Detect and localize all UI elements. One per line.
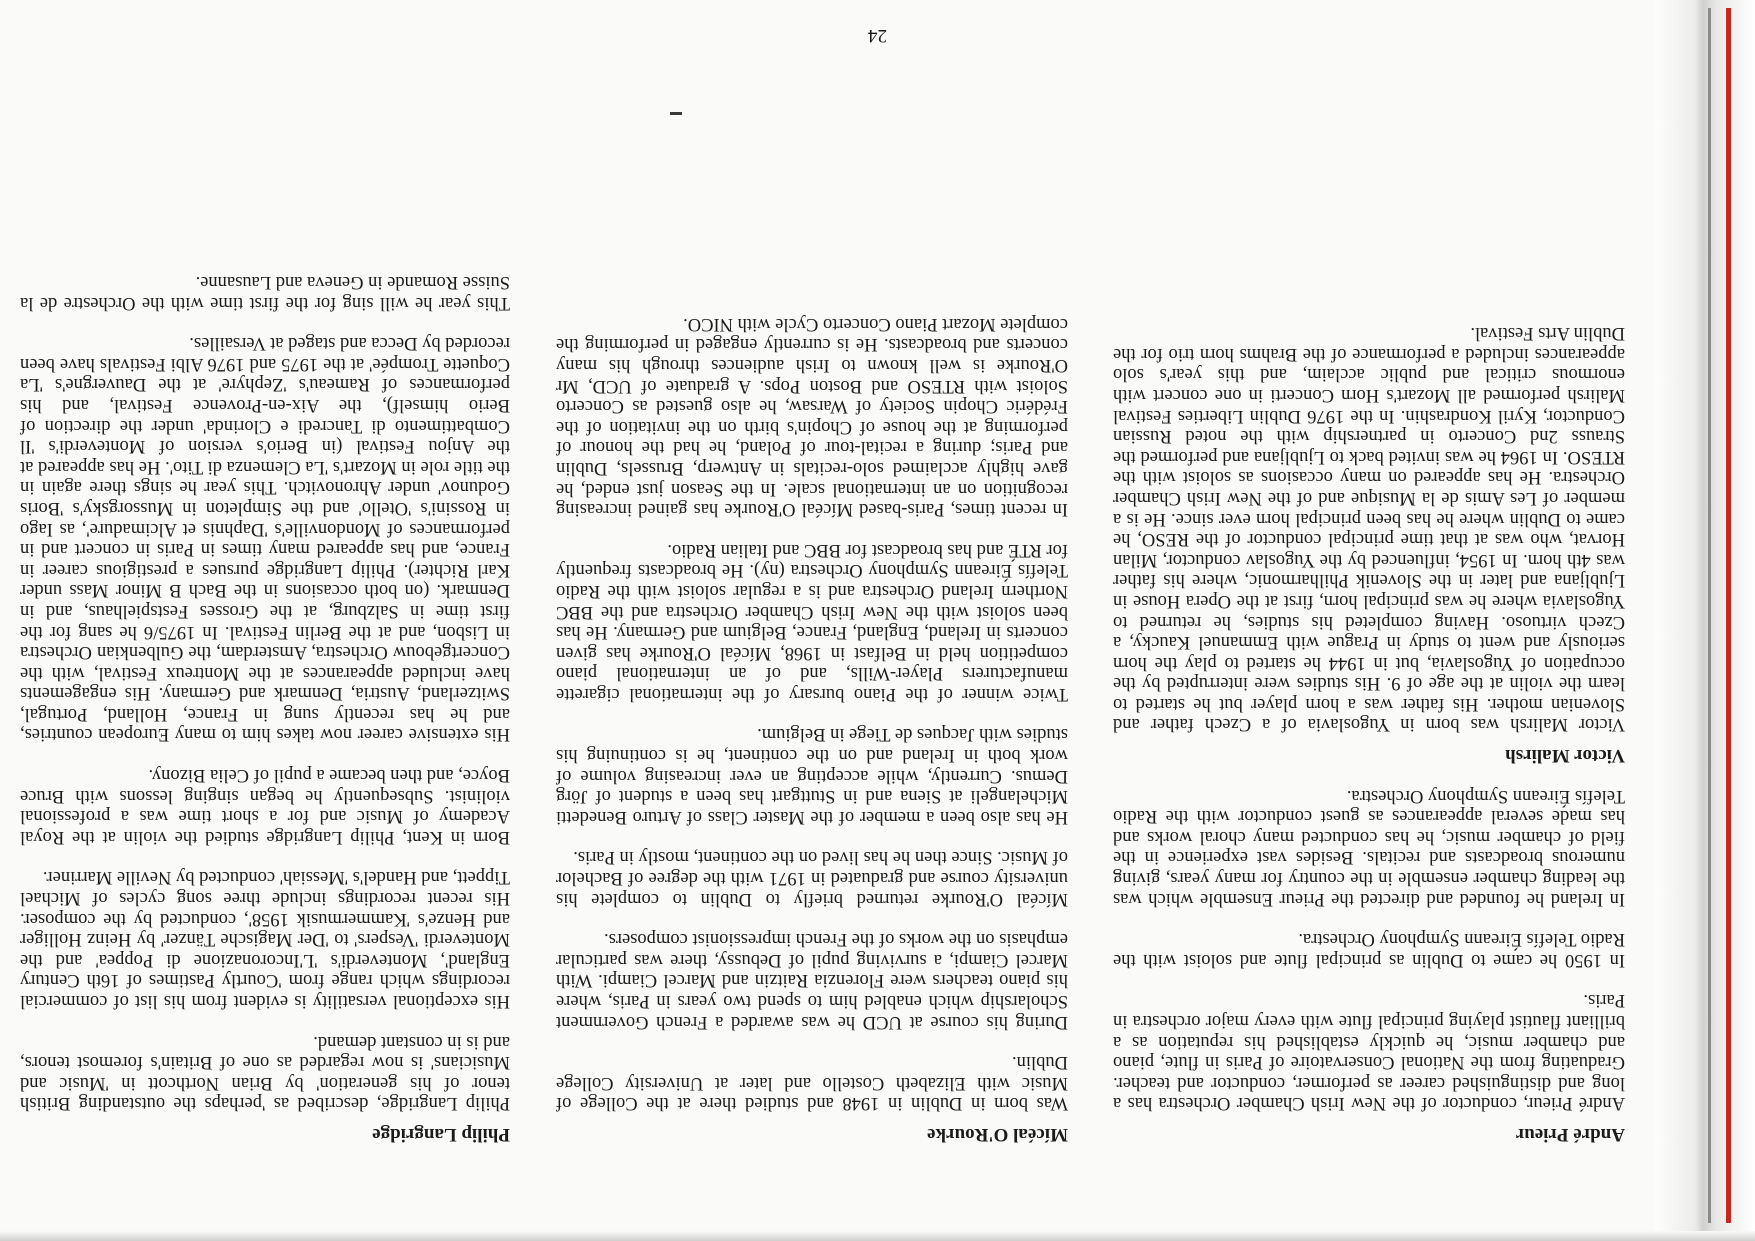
column-2 <box>556 293 1068 1144</box>
paragraph: André Prieur, conductor of the New Irish Chamber Orchestra has a long and distinguished career as performer, conductor and teacher. Graduating from the National Conservatoire of Paris in flute, piano and chamber music, he quickly established his reputation as a brilliant flautist playing principal flute with every major orchestra in Paris. <box>1113 990 1625 1114</box>
paragraph: Was born in Dublin in 1948 and studied there at the College of Music with Elizabeth Costello and later at University College Dublin. <box>556 1052 1068 1114</box>
column-1 <box>1113 303 1625 1144</box>
section-heading: Victor Malirsh <box>1505 745 1625 767</box>
paragraph: Twice winner of the Piano bursary of the international cigarette manufacturers Player-Wills, and of an international piano competition held in Belfast in 1968, Mícéal O'Rourke has given concerts in Ireland, England, France, Belgium and Germany. He has been soloist with the New Irish Chamber Orchestra and the BBC Northern Ireland Orchestra and is a regular soloist with the Radio Telefís Éireann Symphony Orchestra (ny). He broadcasts frequently for RTÉ and has broadcast for BBC and Italian Radio. <box>556 539 1068 704</box>
paragraph: His exceptional versatility is evident from his list of commercial recordings which range from 'Courtly Pastimes of 16th Century England', Monteverdi's 'L'Incoronazione di Poppea' and the Monteverdi 'Vespers' to 'Der Magische Tänzer' by Heinz Holliger and Henze's 'Kammermusik 1958', conducted by the composer. His recent recordings include three song cycles of Michael Tippett, and Handel's 'Messiah' conducted by Neville Marriner. <box>20 867 510 1012</box>
scan-bottom-edge <box>0 1231 1755 1241</box>
grey-binding-stripe <box>1708 8 1711 1223</box>
page-number: 24 <box>868 25 887 46</box>
paragraph: During his course at UCD he was awarded a French Government Scholarship which enabled him to spend two years in Paris, where his piano teachers were Florenzia Raitzin and Marcel Ciampi. With Marcel Ciampi, a surviving pupil of Debussy, there was particular emphasis on the works of the French impressionist composers. <box>556 929 1068 1032</box>
red-binding-stripe <box>1726 8 1731 1223</box>
paragraph: In Ireland he founded and directed the Prieur Ensemble which was the leading chamber ensemble in the country for many years, giving numerous broadcasts and recitals. Besides vast experience in the field of chamber music, he has conducted many choral works and has made several appearances as guest conductor with the Radio Telefís Éireann Symphony Orchestra. <box>1113 785 1625 909</box>
column-3 <box>20 251 510 1144</box>
printer-mark <box>670 112 682 115</box>
paragraph: Born in Kent, Philip Langridge studied the violin at the Royal Academy of Music and for a short time was a professional violinist. Subsequently he began singing lessons with Bruce Boyce, and then became a pupil of Celia Bizony. <box>20 765 510 847</box>
paragraph: Victor Malirsh was born in Yugoslavia of a Czech father and Slovenian mother. His father was a horn player but he started to learn the violin at the age of 9. His studies were interrupted by the occupation of Yugoslavia, but in 1944 he started to play the horn seriously and went to study in Prague with Emmanuel Kaucky, a Czech virtuoso. Having completed his studies, he returned to Yugoslavia where he was principal horn, first at the Opera House in Ljubljana and later in the Slovenik Philharmonic, where his father was 4th horn. In 1954, influenced by the Yugoslav conductor, Milan Horvat, who was at that time principal conductor of the RESO, he came to Dublin where he has been principal horn ever since. He is a member of Les Amis de la Musique and of the New Irish Chamber Orchestra. He has appeared on many occasions as soloist with the RTESO. In 1964 he was invited back to Ljubljana and performed the Strauss 2nd Concerto in partnership with the noted Russian Conductor, Kyril Kondrashin. In the 1976 Dublin Liberties Festival Malirsh performed all Mozart's Horn Concerti in one concert with enormous critical and public acclaim, and this year's solo appearances included a performance of the Brahms horn trio for the Dublin Arts Festival. <box>1113 323 1625 735</box>
paragraph: He has also been a member of the Master Class of Arturo Benedetti Michelangeli at Siena and in Stuttgart has been a student of Jörg Demus. Currently, while accepting an ever increasing volume of work both in Ireland and on the continent, he is continuing his studies with Jacques de Tiege in Belgium. <box>556 724 1068 827</box>
binding-edge <box>1655 0 1755 1241</box>
paragraph: Mícéal O'Rourke returned briefly to Dublin to complete his university course and graduated in 1971 with the degree of Bachelor of Music. Since then he has lived on the continent, mostly in Paris. <box>556 847 1068 909</box>
section-heading: André Prieur <box>1515 1124 1625 1145</box>
paragraph: Philip Langridge, described as 'perhaps the outstanding British tenor of his generation' by Brian Northcott in 'Music and Musicians' is now regarded as one of Britain's foremost tenors, and is in constant demand. <box>20 1031 510 1114</box>
paragraph: In 1950 he came to Dublin as principal flute and soloist with the Radio Telefís Éireann Symphony Orchestra. <box>1113 929 1625 970</box>
paragraph: In recent times, Paris-based Mícéal O'Rourke has gained increasing recognition on an international scale. In the Season just ended, he gave highly acclaimed solo-recitals in Antwerp, Brussels, Dublin and Paris; during a recital-tour of Poland, he had the honour of performing at the house of Chopin's birth on the invitation of the Frédéric Chopin Society of Warsaw, he also guested as Concerto Soloist with RTESO and Boston Pops. A graduate of UCD, Mr O'Rourke is well known to Irish audiences through his many concerts and broadcasts. He is currently engaged in performing the complete Mozart Piano Concerto Cycle with NICO. <box>556 313 1068 520</box>
section-heading: Mícéal O'Rourke <box>927 1124 1068 1145</box>
section-heading: Philip Langridge <box>372 1124 510 1145</box>
paragraph: His extensive career now takes him to many European countries, and he has recently sung in France, Holland, Portugal, Switzerland, Austria, Denmark and Germany. His engagements have included appearances at the Montreux Festival, with the Concertgebouw Orchestra, Amsterdam, the Gulbenkian Orchestra in Lisbon, and at the Berlin Festival. In 1975/6 he sang for the first time in Salzburg, at the Grosses Festspielhaus, and in Denmark. (on both occasions in the Bach B Minor Mass under Karl Richter). Philip Langridge pursues a prestigious career in France, and has appeared many times in Paris in concert and in performances of Mondonville's 'Daphnis et Alcimadure', as Iago in Rossini's 'Otello' and the Simpleton in Mussorgsky's 'Boris Godunov' under Ahronovitch. This year he sings there again in the title role in Mozart's 'La Clemenza di Tito'. He has appeared at the Anjou Festival (in Berio's version of Monteverdi's 'Il Combattimento di Tancredi e Clorinda' under the direction of Berio himself), the Aix-en-Provence Festival, and his performances of Rameau's 'Zephyre' at the Dauvergne's 'La Coquette Trompée' at the 1975 and 1976 Albi Festivals have been recorded by Decca and staged at Versailles. <box>20 333 510 745</box>
paragraph: This year he will sing for the first time with the Orchestre de la Suisse Romande in Geneva and Lausanne. <box>20 272 510 313</box>
